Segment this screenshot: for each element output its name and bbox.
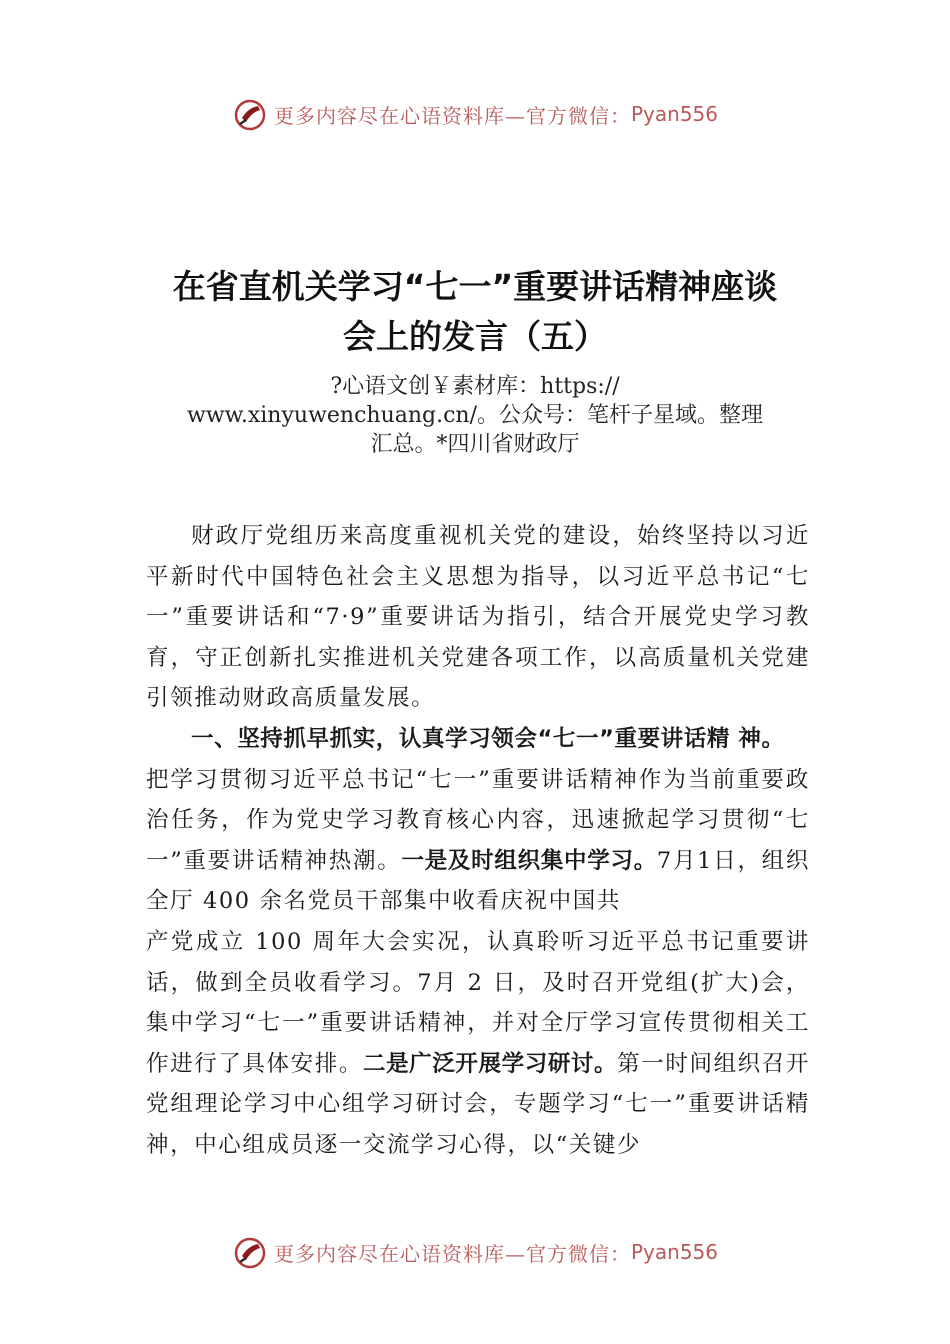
heading-text: 一、坚持抓早抓实，认真学习领会“七一”重要讲话精 神。 (191, 725, 785, 752)
paragraph-intro: 财政厅党组历来高度重视机关党的建设，始终坚持以习近平新时代中国特色社会主义思想为指导，以习近平总书记“七一”重要讲话和“7·9”重要讲话为指引，结合开展党史学习教育，守正创新扎实推进机关党建各项工作，以高质量机关党建引领推动财政高质量发展。 (146, 523, 810, 712)
section-heading-1 (146, 719, 810, 760)
brand-logo-icon (232, 96, 268, 132)
header-wechat-id: Pyan556 (630, 102, 718, 126)
para2-text-d: 第一时间组织召开党组理论学习中心组学习研讨会，专题学习“七一”重要讲话精神，中心组成员逐一交流学习心得，以“关键少 (146, 1050, 810, 1158)
footer-banner-text: 更多内容尽在心语资料库—官方微信： (273, 1241, 631, 1266)
title-line-1: 在省直机关学习“七一”重要讲话精神座谈 (172, 267, 778, 306)
subtitle-line-1: ?心语文创￥素材库：https:// (330, 374, 620, 399)
para2-text-b: 7月1日，组织全厅 400 余名党员干部集中收看庆祝中国共 (146, 847, 810, 915)
footer-banner (0, 1232, 950, 1272)
footer-wechat-id: Pyan556 (630, 1240, 718, 1264)
para2-bold-2: 二是广泛开展学习研讨。 (362, 1050, 618, 1077)
document-body (146, 516, 810, 1166)
para2-bold-1: 一是及时组织集中学习。 (401, 847, 657, 874)
subtitle-line-2: www.xinyuwenchuang.cn/。公众号：笔杆子星域。整理 (186, 403, 764, 428)
brand-logo-icon (232, 1234, 268, 1270)
title-line-2: 会上的发言（五） (343, 317, 607, 356)
para2-text-a: 把学习贯彻习近平总书记“七一”重要讲话精神作为当前重要政治任务，作为党史学习教育核心内容，迅速掀起学习贯彻“七一”重要讲话精神热潮。 (146, 766, 810, 874)
document-title (95, 262, 855, 362)
header-banner-text: 更多内容尽在心语资料库—官方微信： (273, 103, 631, 128)
subtitle-line-3: 汇总。*四川省财政厅 (370, 432, 580, 457)
header-banner (0, 94, 950, 134)
document-subtitle (150, 372, 800, 459)
para2-text-c: 产党成立 100 周年大会实况，认真聆听习近平总书记重要讲话，做到全员收看学习。7月 2 日，及时召开党组(扩大)会，集中学习“七一”重要讲话精神，并对全厅学习宣传贯彻相关工作进行了具体安排。 (146, 928, 810, 1077)
paragraph-section-1 (146, 760, 810, 1166)
